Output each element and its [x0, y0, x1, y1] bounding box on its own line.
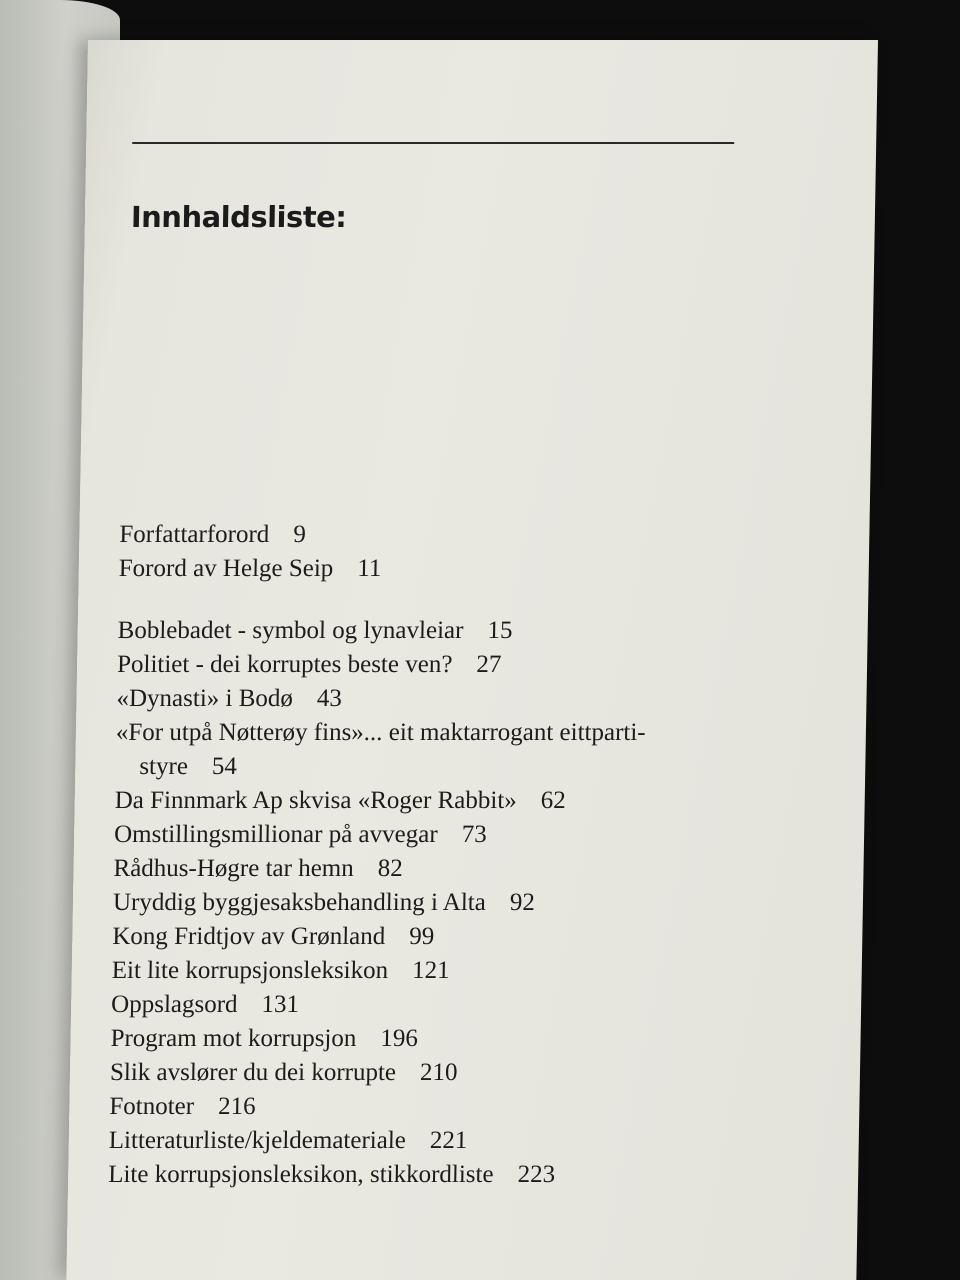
toc-entry-title: Eit lite korrupsjonsleksikon: [111, 957, 389, 984]
toc-entry-title: Forord av Helge Seip: [118, 555, 334, 582]
toc-entry-title: Slik avslører du dei korrupte: [109, 1059, 397, 1086]
toc-entry-title: «For utpå Nøtterøy fins»... eit maktarrogant eittparti-: [115, 719, 646, 746]
toc-entry: [108, 1124, 638, 1158]
toc-entry-title: Forfattarforord: [119, 521, 270, 548]
toc-entry-continuation: [115, 750, 645, 784]
toc-entry-title: Da Finnmark Ap skvisa «Roger Rabbit»: [114, 787, 518, 814]
page-title: Innhaldsliste:: [130, 200, 347, 234]
header-rule: [132, 142, 734, 144]
toc-entry: [119, 518, 649, 552]
toc-entry: [114, 818, 644, 852]
toc-entry-page: 216: [217, 1093, 256, 1120]
toc-entry-page: 210: [419, 1059, 458, 1086]
toc-entry: [108, 1158, 638, 1192]
toc-entry: [117, 614, 647, 648]
toc-entry: [111, 988, 641, 1022]
toc-entry-page: 82: [377, 855, 403, 882]
toc-entry: [113, 852, 643, 886]
toc-entry: [116, 682, 646, 716]
toc-entry-page: 27: [476, 651, 502, 678]
toc-entry-title: Lite korrupsjonsleksikon, stikkordliste: [107, 1161, 494, 1188]
toc-entry-title: Politiet - dei korruptes beste ven?: [116, 651, 453, 678]
toc-entry: [110, 1022, 640, 1056]
toc-entry-page: 15: [487, 617, 513, 644]
toc-entry-title: Fotnoter: [109, 1093, 195, 1120]
toc-entry-title: Oppslagsord: [110, 991, 238, 1018]
toc-entry-title: Boblebadet - symbol og lynavleiar: [117, 617, 464, 644]
toc-entry: [118, 552, 648, 586]
toc-entry-page: 92: [509, 889, 536, 916]
toc-entry-title: Uryddig byggjesaksbehandling i Alta: [112, 889, 487, 916]
toc-entry-title: Kong Fridtjov av Grønland: [112, 923, 386, 950]
toc-entry-page: 223: [517, 1161, 556, 1188]
toc-entry: [116, 716, 646, 750]
toc-entry-title: «Dynasti» i Bodø: [116, 685, 294, 712]
toc-entry-page: 221: [429, 1127, 468, 1154]
toc-entry-title: Omstillingsmillionar på avvegar: [113, 821, 438, 848]
toc-entry-page: 11: [357, 555, 382, 582]
book-page: [66, 40, 878, 1280]
toc-entry: [110, 1056, 640, 1090]
toc-entry-page: 196: [380, 1025, 419, 1052]
toc-entry-page: 99: [409, 923, 435, 950]
toc-entry-page: 9: [293, 521, 307, 548]
toc-entry: [109, 1090, 639, 1124]
toc-entry-page: 121: [411, 957, 450, 984]
toc-entry-page: 131: [261, 991, 300, 1018]
toc-entry: [112, 920, 642, 954]
toc-entry-title-continued: styre: [139, 753, 189, 780]
toc-entry-page: 62: [540, 787, 567, 814]
toc-entry-page: 73: [461, 821, 487, 848]
toc-entry: [111, 954, 641, 988]
toc-entry: [114, 784, 644, 818]
toc-entry-page: 43: [316, 685, 343, 712]
toc-entry-title: Litteraturliste/kjeldemateriale: [108, 1127, 407, 1154]
toc-entry: [113, 886, 643, 920]
table-of-contents: [108, 518, 649, 1192]
toc-entry-page: 54: [211, 753, 238, 780]
toc-entry-title: Rådhus-Høgre tar hemn: [113, 855, 354, 882]
toc-entry-title: Program mot korrupsjon: [110, 1025, 357, 1052]
toc-entry: [117, 648, 647, 682]
